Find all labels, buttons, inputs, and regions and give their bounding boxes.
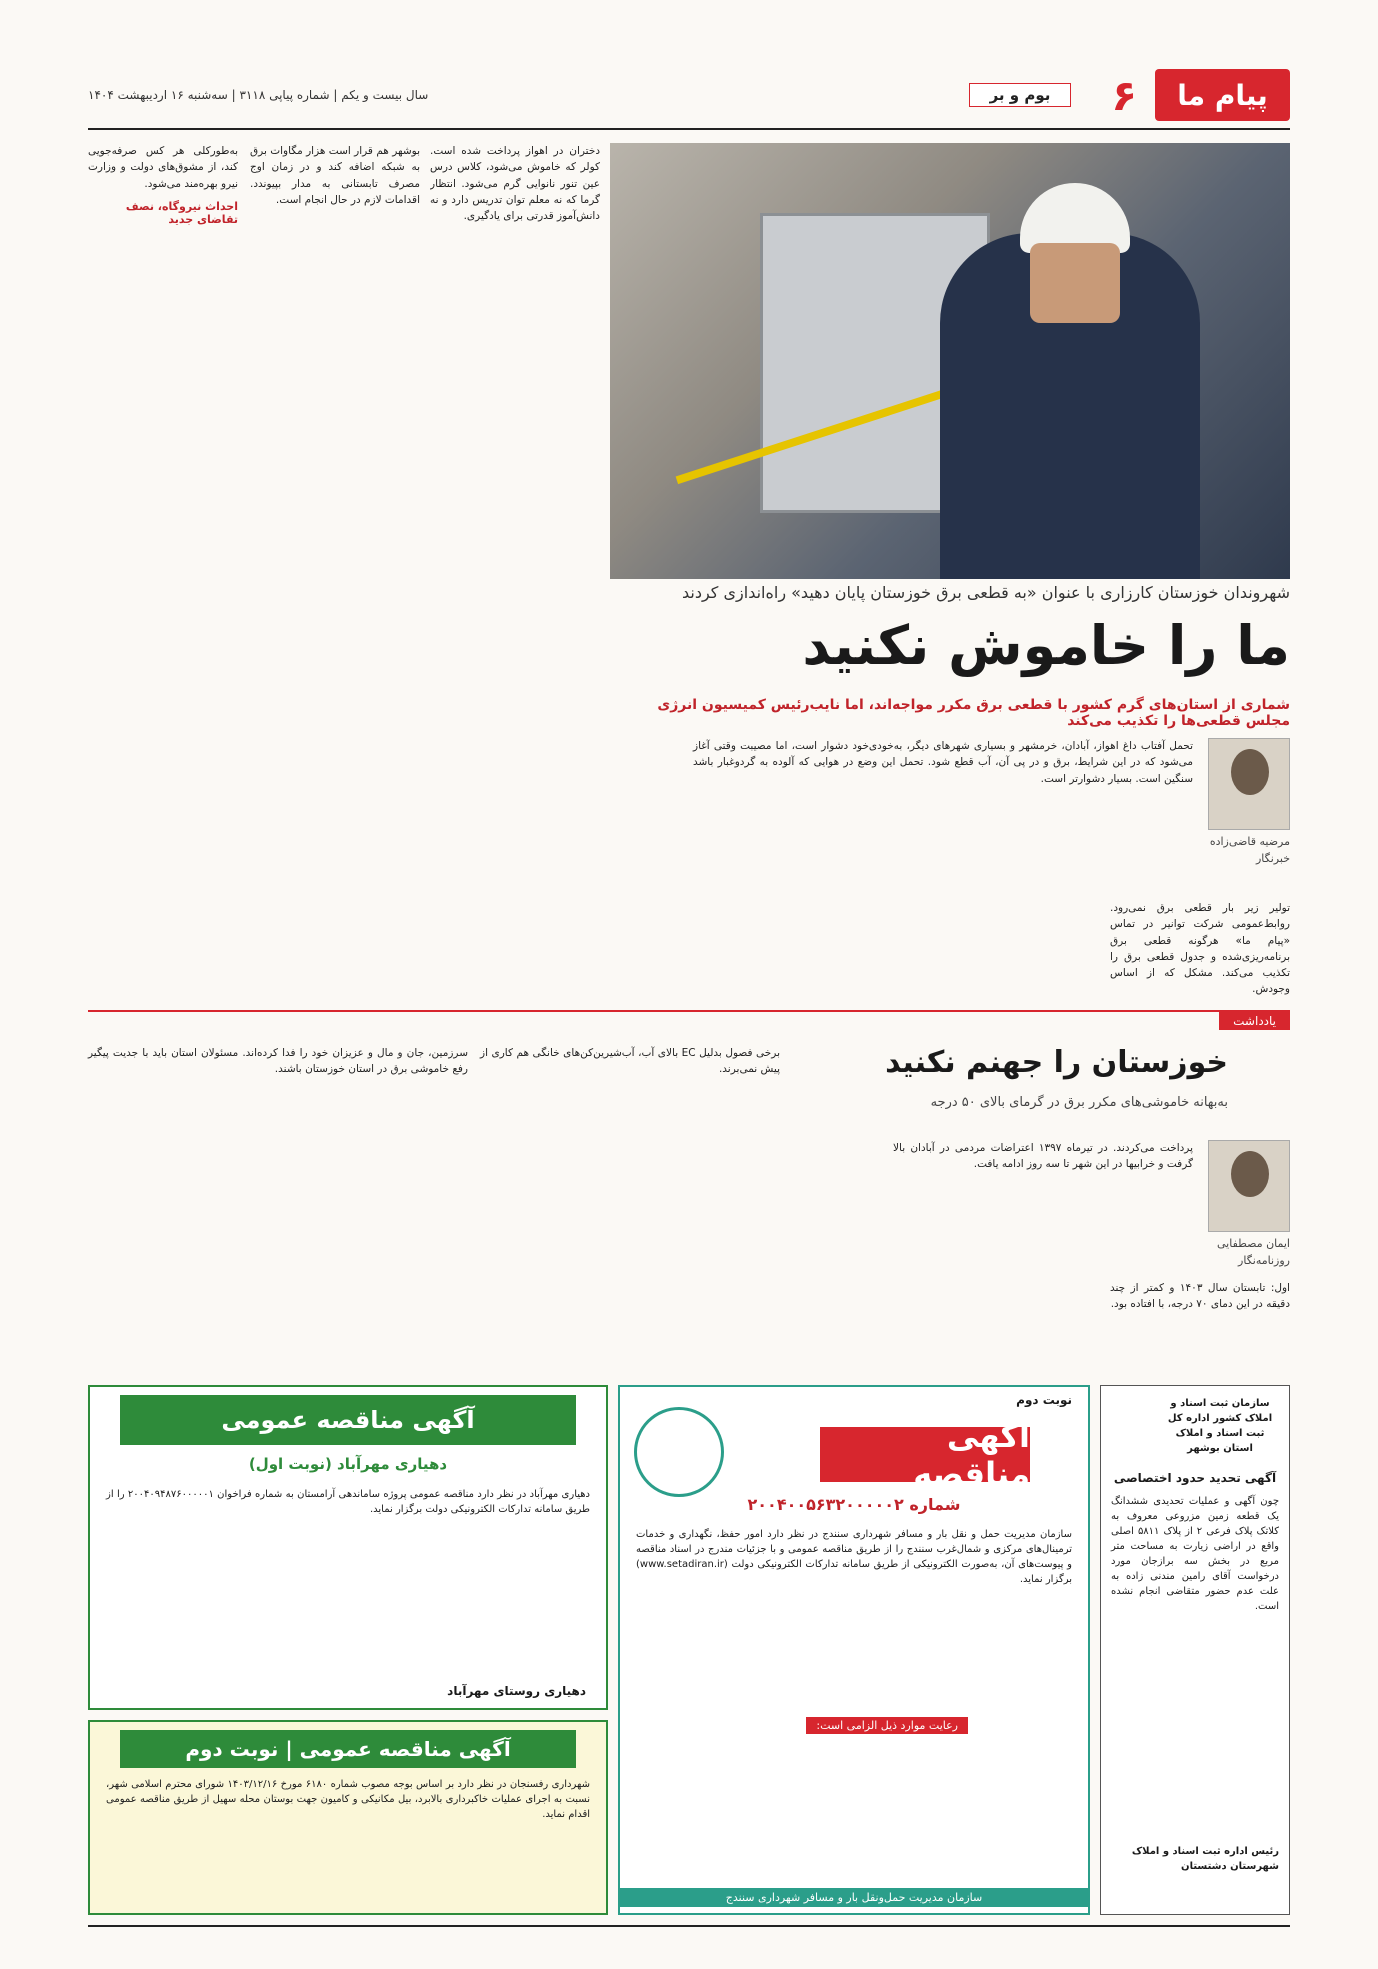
section-label: بوم و بر [969,83,1072,107]
ad1-footer: دهیاری روستای مهرآباد [447,1684,586,1698]
ad4-sign: رئیس اداره ثبت اسناد و املاک شهرستان دشتستان [1131,1846,1279,1872]
note-tag: یادداشت [1219,1012,1290,1030]
author-name: مرضیه قاضی‌زاده [1209,835,1290,848]
col1-text: تولیر زیر بار قطعی برق نمی‌رود. روابط‌عمومی شرکت توانیر در تماس «پیام ما» هرگونه قطعی برق برنامه‌ریزی‌شده و جدول قطعی برق را تکذیب می‌کند. مشکل که از اساس وجودش. [1110,902,1290,996]
lead-text: شماری از استان‌های گرم کشور با قطعی برق مکرر مواجه‌اند، اما نایب‌رئیس کمیسیون انرژی مجلس قطعی‌ها را تکذیب می‌کند [657,697,1290,729]
photo-caption: شهروندان خوزستان کارزاری با عنوان «به قطعی برق خوزستان پایان دهید» راه‌اندازی کردند [682,583,1290,602]
intro-text: تحمل آفتاب داغ اهواز، آبادان، خرمشهر و بسیاری شهرهای دیگر، به‌خودی‌خود دشوار است، اما مصیبت وقتی آغاز می‌شود که در این شرایط، برق و در پی آن، آب قطع شود. تحمل این وضع در هوایی که آلوده به گردوغبار باشد سنگین است. بسیار دشوارتر است. [693,740,1193,785]
author-photo [1208,738,1290,830]
footer-rule [88,1925,1290,1927]
page-header [88,62,1290,130]
author-role: خبرنگار [1256,852,1290,865]
seal-icon [634,1407,724,1497]
ad2-title: آگهی مناقصه عمومی | نوبت دوم [120,1730,576,1768]
ad-registry-boushehr [1100,1385,1290,1915]
note-title: خوزستان را جهنم نکنید [885,1045,1228,1080]
note-bar [88,1010,1290,1032]
ad4-org: سازمان ثبت اسناد و املاک کشور اداره کل ثبت اسناد و املاک استان بوشهر [1167,1398,1273,1454]
main-photo [610,143,1290,579]
ad1-title: آگهی مناقصه عمومی [120,1395,576,1445]
ad1-body: دهیاری مهرآباد در نظر دارد مناقصه عمومی پروژه ساماندهی آرامستان به شماره فراخوان ۲۰۰۴۰۹۴۸۷۶۰۰۰۰۰۱ را از طریق سامانه تدارکات الکترونیکی دولت برگزار نماید. [106,1489,590,1515]
col4-text: به‌طورکلی هر کس صرفه‌جویی کند، از مشوق‌های دولت و وزارت نیرو بهره‌مند می‌شود. [88,145,238,190]
note-author-name: ایمان مصطفایی [1216,1237,1290,1250]
issue-info: سال بیست و یکم | شماره پیاپی ۳۱۱۸ | سه‌شنبه ۱۶ اردیبهشت ۱۴۰۴ [88,88,429,102]
ad-tender-rafsanjan [88,1720,608,1915]
col3-text: بوشهر هم قرار است هزار مگاوات برق به شبکه اضافه کند و در زمان اوج مصرف تابستانی به مدار بپیوندد. اقدامات لازم در حال انجام است. [250,145,420,206]
ad3-conditions: رعایت موارد ذیل الزامی است: [806,1717,968,1734]
col2-text: دختران در اهواز پرداخت شده است. کولر که خاموش می‌شود، کلاس درس عین تنور نانوایی گرم می‌شود. انتظار گرما که نه معلم توان تدریس دارد و نه دانش‌آموز قدرتی برای یادگیری. [430,145,600,223]
ad-tender-mehrabad [88,1385,608,1710]
worker-face [1030,243,1120,323]
ad-tender-sanandaj [618,1385,1090,1915]
note-body-1: اول: تابستان سال ۱۴۰۳ و کمتر از چند دقیقه در این دمای ۷۰ درجه، با افتاده بود. [1110,1282,1290,1311]
ad3-body: سازمان مدیریت حمل و نقل بار و مسافر شهرداری سنندج در نظر دارد امور حفظ، نگهداری و خدمات ترمینال‌های مرکزی و شمال‌غرب سنندج را از طریق مناقصه عمومی و با جزئیات مندرج در اسناد مناقصه و پیوست‌های آن، به‌صورت الکترونیکی از طریق سامانه تدارکات الکترونیکی دولت (www.setadiran.ir) برگزار نماید. [636,1529,1072,1585]
ad3-number: شماره ۲۰۰۴۰۰۵۶۳۲۰۰۰۰۰۲ [747,1495,961,1514]
ad3-footer: سازمان مدیریت حمل‌ونقل بار و مسافر شهرداری سنندج [620,1888,1088,1907]
logo: پیام ما [1155,69,1290,121]
ad2-body: شهرداری رفسنجان در نظر دارد بر اساس بوجه مصوب شماره ۶۱۸۰ مورخ ۱۴۰۳/۱۲/۱۶ شورای محترم اسلامی شهر، نسبت به اجرای عملیات خاکبرداری بالابرد، بیل مکانیکی و کامیون جهت بوستان محله سهیل از طریق مناقصه عمومی اقدام نماید. [106,1779,590,1820]
ad1-subtitle: دهیاری مهرآباد (نوبت اول) [248,1455,448,1473]
note-author-role: روزنامه‌نگار [1238,1254,1290,1267]
page-number: ۶ [1111,70,1137,120]
headline: ما را خاموش نکنید [802,614,1290,677]
note-author-photo [1208,1140,1290,1232]
ad4-body: چون آگهی و عملیات تحدیدی ششدانگ یک قطعه زمین مزروعی معروف به کلاتک پلاک فرعی ۲ از پلاک ۵۸۱۱ اصلی واقع در اراضی زیارت به مساحت متر مربع در بخش سه برازجان مورد درخواست آقای رامین مندنی زاده به علت عدم حضور متقاضی انجام نشده است. [1111,1496,1279,1612]
ad3-title: آگهی مناقصه [820,1427,1030,1482]
note-body-2: پرداخت می‌کردند. در تیرماه ۱۳۹۷ اعتراضات مردمی در آبادان بالا گرفت و خرابیها در این شهر تا سه روز ادامه یافت. [893,1142,1194,1171]
note-body-4: سرزمین، جان و مال و عزیزان خود را فدا کرده‌اند. مسئولان استان باید با جدیت پیگیر رفع خاموشی برق در استان خوزستان باشند. [88,1047,468,1076]
note-body-3: برخی فصول بدلیل EC بالای آب، آب‌شیرین‌کن‌های خانگی هم کاری از پیش نمی‌برند. [480,1047,780,1076]
ad4-title: آگهی تحدید حدود اختصاصی [1113,1471,1277,1485]
ad3-kicker: نوبت دوم [1016,1393,1072,1407]
col4-heading: احداث نیروگاه، نصف تقاضای جدید [125,200,238,226]
note-subtitle: به‌بهانه خاموشی‌های مکرر برق در گرمای بالای ۵۰ درجه [930,1095,1228,1110]
